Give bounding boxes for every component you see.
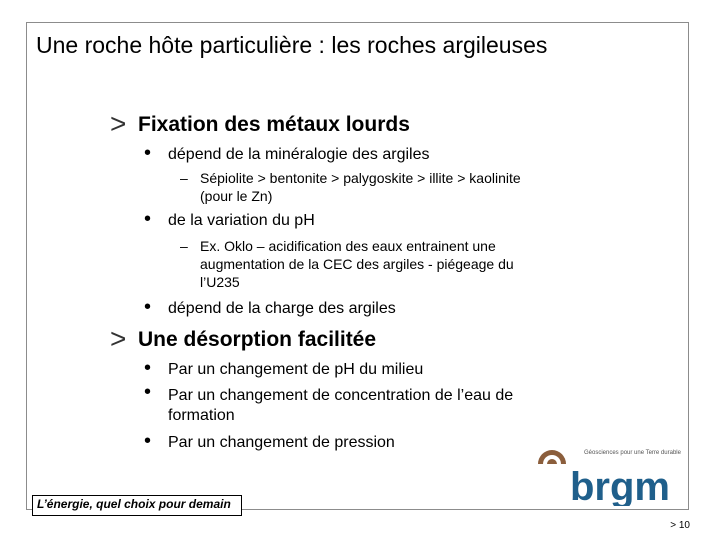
bullet-dot-icon: • [144, 381, 152, 403]
bullet-dot-icon: • [144, 430, 152, 452]
logo-tagline: Géosciences pour une Terre durable [584, 450, 681, 456]
bullet-dot-icon: • [144, 142, 152, 164]
arrow-marker-icon: > [110, 323, 127, 354]
bullet-changement-ph: • Par un changement de pH du milieu [144, 357, 424, 379]
bullet-ph: • de la variation du pH [144, 208, 315, 230]
bullet-changement-pression: • Par un changement de pression [144, 430, 395, 452]
arrow-marker-icon: > [110, 108, 127, 139]
page-number: > 10 [670, 520, 690, 531]
section-heading-fixation: > Fixation des métaux lourds [110, 108, 410, 139]
bullet-mineralogie: • dépend de la minéralogie des argiles [144, 142, 430, 164]
bullet-dot-icon: • [144, 296, 152, 318]
bullet-dot-icon: • [144, 208, 152, 230]
bullet-changement-concentration: • Par un changement de concentration de l’eau de formation [144, 381, 514, 424]
bullet-dot-icon: • [144, 357, 152, 379]
brgm-logo-text: brgm [570, 465, 670, 506]
bullet-charge: • dépend de la charge des argiles [144, 296, 396, 318]
slide-title: Une roche hôte particulière : les roches argileuses [36, 32, 548, 58]
section-heading-desorption: > Une désorption facilitée [110, 323, 377, 354]
dash-marker-icon: – [180, 170, 188, 186]
subbullet-sepiolite: – Sépiolite > bentonite > palygoskite > illite > kaolinite (pour le Zn) [180, 170, 521, 204]
dash-marker-icon: – [180, 238, 188, 254]
subbullet-oklo: – Ex. Oklo – acidification des eaux entrainent une augmentation de la CEC des argiles - piégeage du l’U235 [180, 238, 514, 290]
footer-caption: L’énergie, quel choix pour demain [32, 495, 242, 516]
